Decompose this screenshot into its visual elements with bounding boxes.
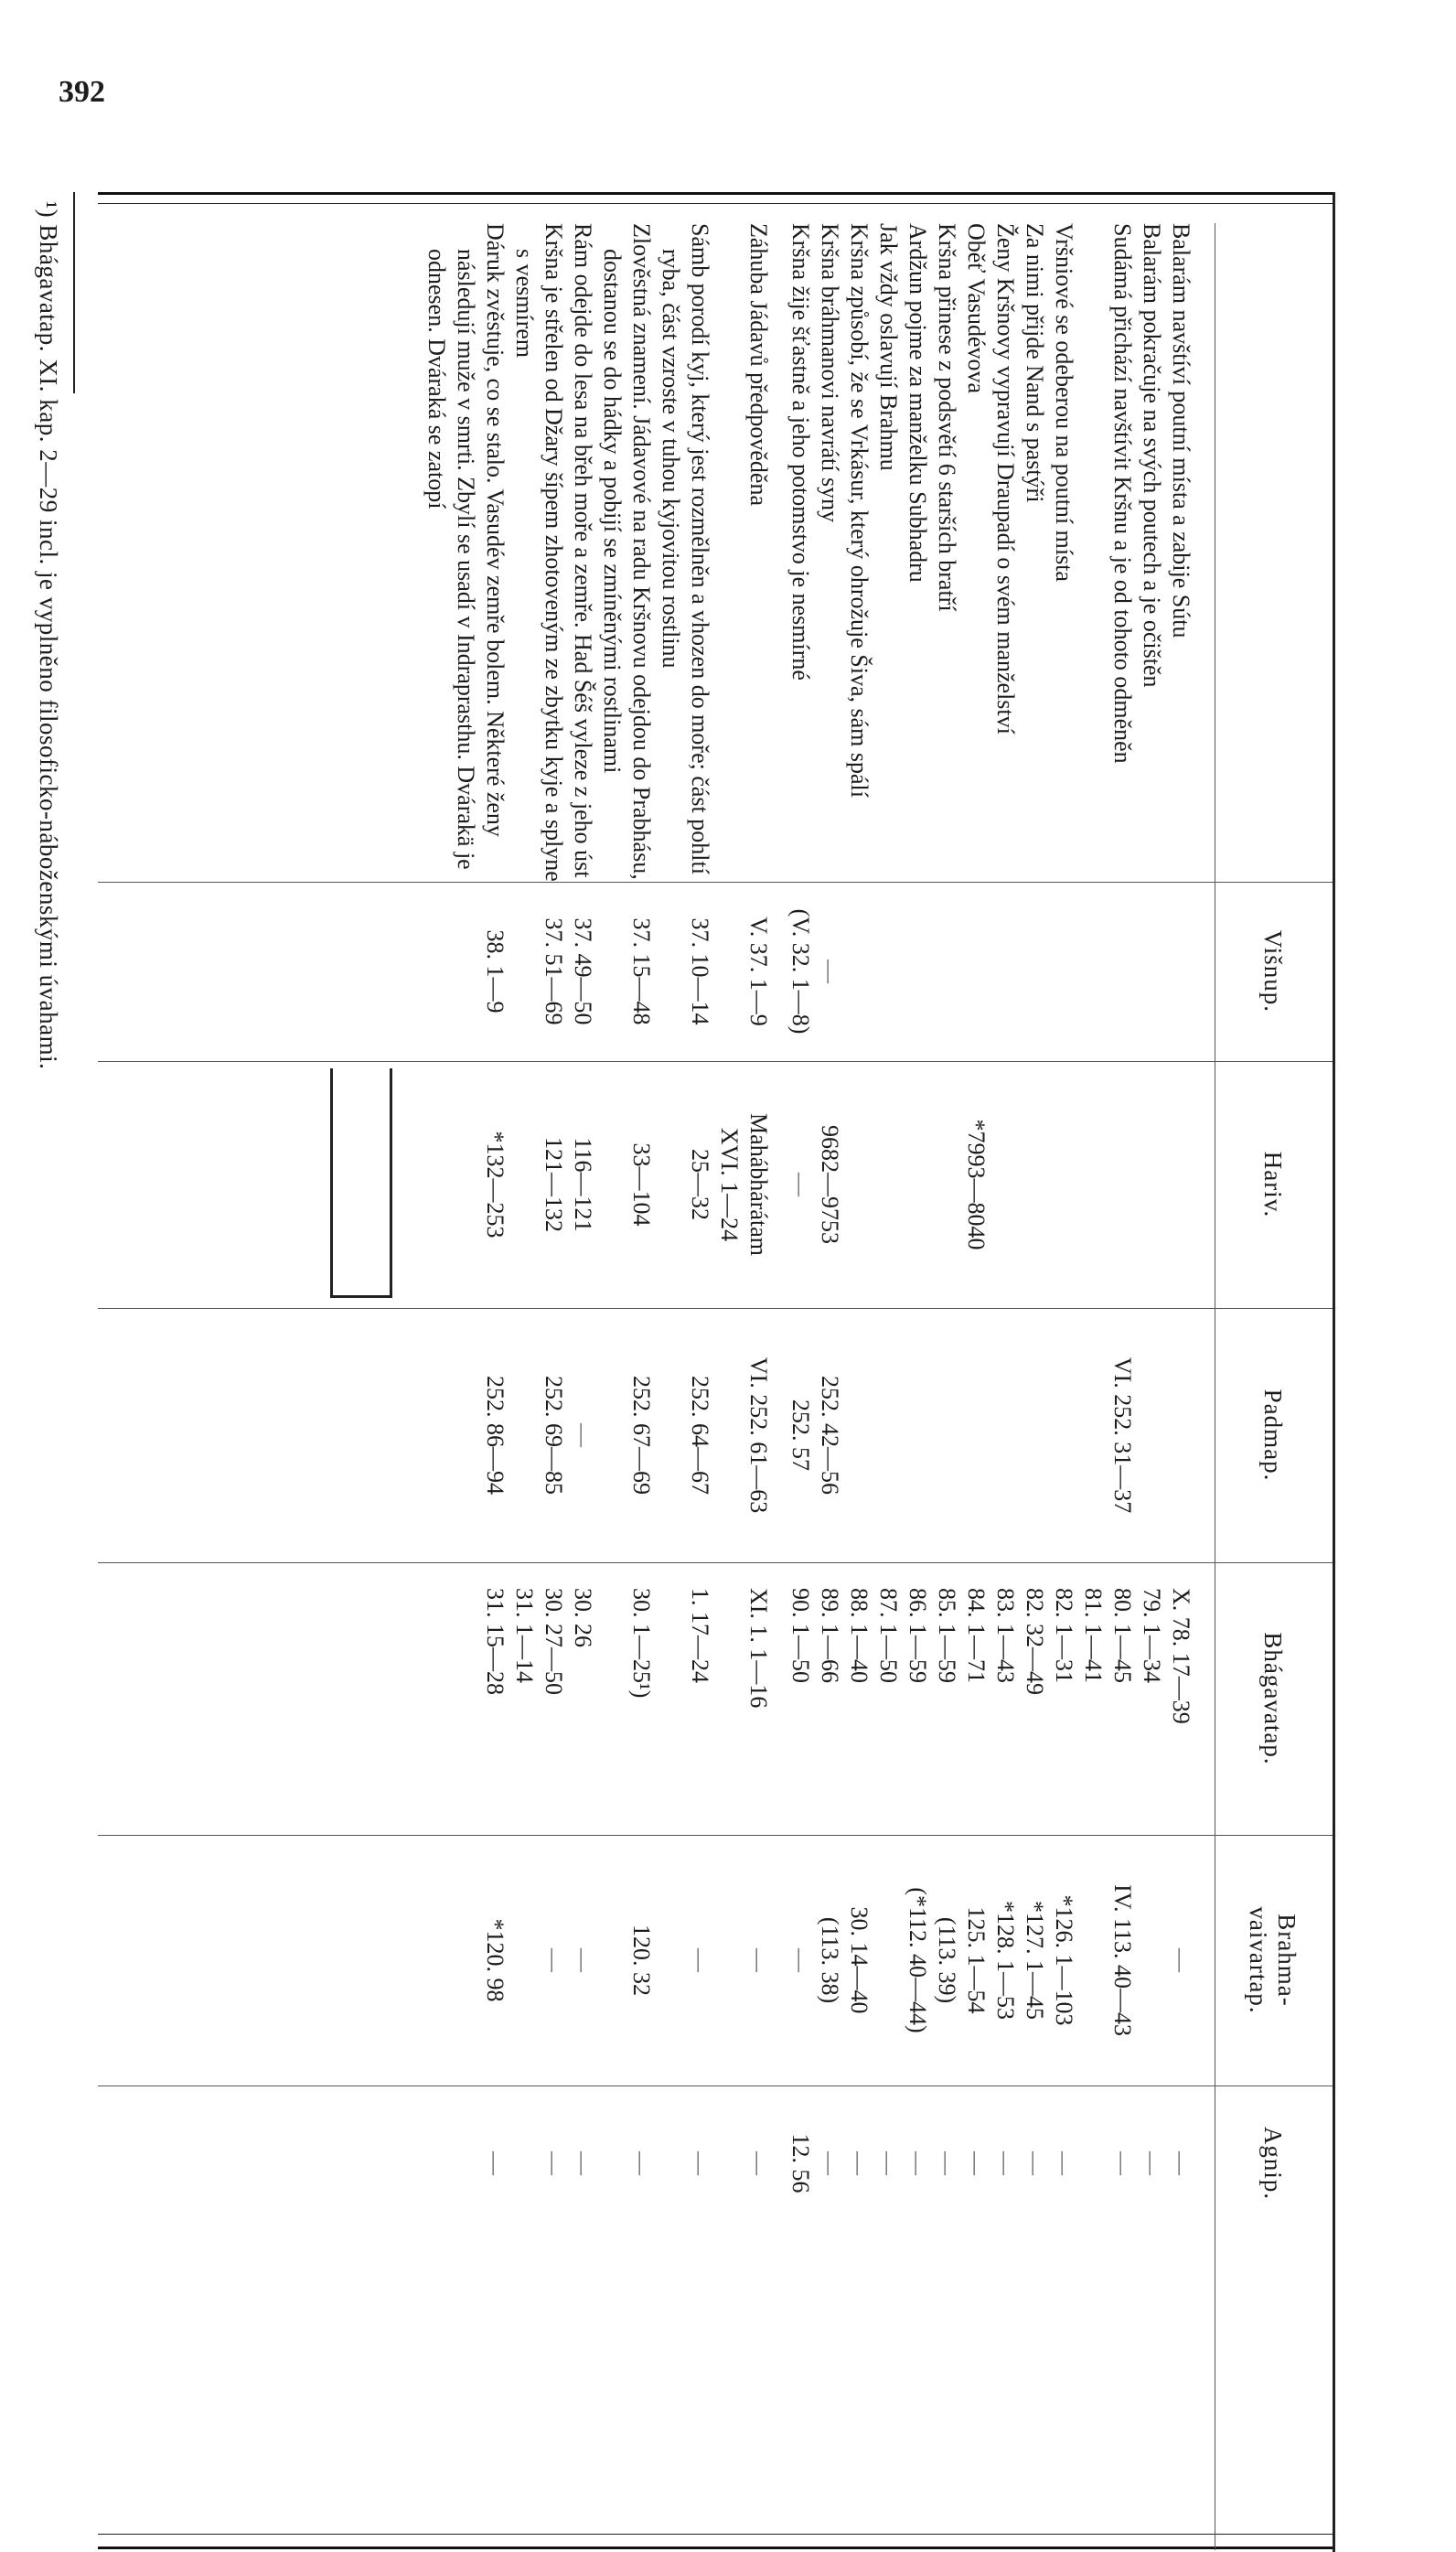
cell-value: 9682—9753	[817, 1125, 843, 1244]
cell-value: 81. 1—41	[1080, 1588, 1107, 1683]
cell-bhagavatap	[744, 1562, 773, 1835]
table-row	[714, 223, 773, 2550]
cell-brahmavaivartap	[932, 1835, 961, 2086]
rotated-table-page	[18, 192, 1335, 2552]
cell-padmap	[568, 1308, 597, 1562]
cell-value: 89. 1—66	[817, 1588, 843, 1683]
cell-value: 252. 42—56	[817, 1376, 843, 1495]
cell-value: —	[934, 2151, 960, 2175]
table-row	[422, 223, 509, 2550]
cell-value: —	[745, 2151, 772, 2175]
cell-value: *128. 1—53	[992, 1901, 1019, 2020]
table-row	[1078, 223, 1137, 2550]
cell-value: 252. 69—85	[541, 1376, 567, 1495]
cell-agnip	[1166, 2086, 1195, 2241]
cell-agnip	[539, 2086, 568, 2241]
table-row	[786, 223, 815, 2550]
cell-agnip	[844, 2086, 873, 2241]
cell-value: XI. 1. 1—16	[745, 1588, 772, 1709]
table-row	[815, 223, 844, 2550]
cell-description	[656, 223, 714, 882]
cell-visnup	[786, 882, 815, 1061]
cell-value: *7993—8040	[963, 1119, 990, 1250]
cell-agnip	[961, 2086, 990, 2241]
cell-hariv	[714, 1061, 773, 1308]
cell-value: (113. 39)	[934, 1916, 960, 2004]
table-row	[903, 223, 932, 2550]
footnote-rule	[73, 192, 75, 393]
description-text: Dáruk zvěstuje, co se stalo. Vasudév zemře bolem. Některé ženy následují muže v smrti. Zbylí se usadí v Indraprasthu. Dvárakä je odnesen. Dváraká se zatopí	[423, 223, 509, 870]
cell-hariv	[786, 1061, 815, 1308]
cell-value: 82. 32—49	[1022, 1588, 1048, 1695]
cell-hariv	[626, 1061, 656, 1308]
cell-brahmavaivartap	[1020, 1835, 1049, 2086]
description-text: Kršna je střelen od Džary šípem zhotoveným ze zbytku kyje a splyne s vesmírem	[511, 223, 567, 882]
cell-value: 82. 1—31	[1051, 1588, 1077, 1683]
cell-value: 80. 1—45	[1109, 1588, 1136, 1683]
cell-padmap	[744, 1308, 773, 1562]
cell-padmap	[626, 1308, 656, 1562]
cell-bhagavatap	[509, 1562, 568, 1835]
cell-value: —	[905, 2151, 931, 2175]
cell-value: 252. 86—94	[482, 1376, 509, 1495]
cell-description	[1020, 223, 1049, 882]
cell-bhagavatap	[903, 1562, 932, 1835]
row-group	[786, 223, 1195, 2550]
cell-value: 30. 26	[570, 1588, 596, 1647]
cell-padmap	[786, 1308, 815, 1562]
table-row	[932, 223, 961, 2550]
cell-value: V. 37. 1—9	[745, 917, 772, 1026]
cell-value: VI. 252. 61—63	[745, 1356, 772, 1514]
cell-agnip	[480, 2086, 509, 2241]
cell-bhagavatap	[1078, 1562, 1137, 1835]
cell-agnip	[626, 2086, 656, 2241]
cell-value: 121—132	[541, 1137, 567, 1232]
table-left-rule-inner	[98, 203, 1333, 204]
cell-value: 88. 1—40	[846, 1588, 873, 1683]
cell-brahmavaivartap	[961, 1835, 990, 2086]
cell-value: 12. 56	[787, 2133, 814, 2193]
cell-value: —	[1051, 2151, 1077, 2175]
cell-value: X. 78. 17—39	[1168, 1588, 1194, 1724]
cell-value: —	[846, 2151, 873, 2175]
table-row	[509, 223, 568, 2550]
cell-value: 120. 32	[628, 1925, 655, 1996]
cell-description	[509, 223, 568, 882]
cell-bhagavatap	[844, 1562, 873, 1835]
cell-bhagavatap	[961, 1562, 990, 1835]
cell-agnip	[903, 2086, 932, 2241]
description-text: Záhuba Jádavů předpověděna	[745, 223, 772, 506]
header-agnip: Agnip.	[1258, 2126, 1287, 2201]
header-visnup: Višnup.	[1258, 929, 1287, 1013]
table-left-rule	[98, 192, 1333, 195]
cell-value: 116—121	[570, 1137, 596, 1232]
cell-brahmavaivartap	[1166, 1835, 1195, 2086]
cell-value: —	[992, 2151, 1019, 2175]
cell-brahmavaivartap	[1049, 1835, 1078, 2086]
cell-value: —	[875, 2151, 902, 2175]
cell-visnup	[626, 882, 656, 1061]
cell-value: 37. 49—50	[570, 917, 596, 1025]
cell-value: 25—32	[687, 1149, 713, 1220]
table-row	[990, 223, 1020, 2550]
table-row	[1049, 223, 1078, 2550]
cell-bhagavatap	[990, 1562, 1020, 1835]
cell-value: 125. 1—54	[963, 1906, 990, 2014]
cell-value: 33—104	[628, 1142, 655, 1227]
cell-value: 31. 15—28	[482, 1588, 509, 1695]
table-body	[409, 223, 1195, 2550]
cell-agnip	[873, 2086, 903, 2241]
cell-value: —	[817, 960, 843, 983]
cell-value: 79. 1—34	[1139, 1588, 1165, 1683]
cell-agnip	[990, 2086, 1020, 2241]
cell-bhagavatap	[873, 1562, 903, 1835]
description-text: Jak vždy oslavují Brahmu	[875, 223, 902, 471]
cell-bhagavatap	[1049, 1562, 1078, 1835]
description-text: Ženy Kršnovy vypravují Draupadí o svém manželství	[992, 223, 1019, 735]
cell-brahmavaivartap	[626, 1835, 656, 2086]
table-row	[873, 223, 903, 2550]
cell-description	[744, 223, 773, 882]
cell-hariv	[568, 1061, 597, 1308]
cell-value: —	[541, 2151, 567, 2175]
cell-description	[1166, 223, 1195, 882]
cell-description	[990, 223, 1020, 882]
table-row	[1137, 223, 1166, 2550]
cell-brahmavaivartap	[480, 1835, 509, 2086]
cell-value: —	[570, 1423, 596, 1447]
cell-agnip	[1108, 2086, 1137, 2241]
cell-value: —	[1139, 2151, 1165, 2175]
table-row	[597, 223, 656, 2550]
cell-agnip	[786, 2086, 815, 2241]
cell-brahmavaivartap	[815, 1835, 844, 2086]
description-text: Vršniové se odeberou na poutní místa	[1051, 223, 1077, 582]
cell-value: —	[570, 2151, 596, 2175]
cell-value: 30. 1—25¹)	[628, 1588, 655, 1699]
cell-agnip	[744, 2086, 773, 2241]
cell-value: —	[628, 2151, 655, 2175]
cell-description	[1108, 223, 1137, 882]
cell-description	[815, 223, 844, 882]
cell-value: 252. 67—69	[628, 1376, 655, 1495]
cell-visnup	[744, 882, 773, 1061]
cell-value: 83. 1—43	[992, 1588, 1019, 1683]
cell-brahmavaivartap	[903, 1835, 932, 2086]
cell-bhagavatap	[568, 1562, 597, 1835]
description-text: Zlověstná znamení. Jádavové na radu Kršnovu odejdou do Prabhásu, dostanou se do hádky a pobijí se zmíněnými rostlinami	[599, 223, 655, 880]
table-row	[568, 223, 597, 2550]
description-text: Oběť Vasudévova	[963, 223, 990, 394]
row-group	[422, 223, 773, 2550]
description-text: Kršna způsobí, že se Vrkásur, který ohrožuje Šiva, sám spálí	[846, 223, 873, 798]
cell-value: 37. 51—69	[541, 917, 567, 1025]
cell-value: *120. 98	[482, 1918, 509, 2002]
cell-padmap	[1108, 1308, 1137, 1562]
cell-description	[961, 223, 990, 882]
cell-description	[903, 223, 932, 882]
cell-value: —	[687, 1948, 713, 1972]
description-text: Za nimi přijde Nand s pastýři	[1022, 223, 1048, 503]
mahabharatam-box	[330, 1068, 392, 1298]
description-text: Ardžun pojme za manželku Subhadru	[905, 223, 931, 583]
cell-value: *126. 1—103	[1051, 1894, 1077, 2026]
table-row	[844, 223, 873, 2550]
cell-value: 84. 1—71	[963, 1588, 990, 1683]
concordance-table	[98, 192, 1335, 2552]
cell-description	[568, 223, 597, 882]
cell-bhagavatap	[626, 1562, 656, 1835]
cell-value: (113. 38)	[817, 1916, 843, 2004]
cell-agnip	[685, 2086, 714, 2241]
cell-description	[873, 223, 903, 882]
cell-padmap	[815, 1308, 844, 1562]
cell-value: 252. 57	[787, 1399, 814, 1471]
cell-hariv	[539, 1061, 568, 1308]
cell-value: —	[1109, 2151, 1136, 2175]
cell-brahmavaivartap	[1108, 1835, 1137, 2086]
cell-value: VI. 252. 31—37	[1109, 1356, 1136, 1514]
cell-description	[422, 223, 509, 882]
cell-value: XVI. 1—24	[716, 1127, 743, 1242]
cell-bhagavatap	[1166, 1562, 1195, 1835]
cell-description	[1049, 223, 1078, 882]
description-text: Balarám pokračuje na svých poutech a je očištěn	[1139, 223, 1165, 688]
cell-agnip	[1020, 2086, 1049, 2241]
cell-padmap	[685, 1308, 714, 1562]
cell-agnip	[1137, 2086, 1166, 2241]
cell-value: —	[570, 1948, 596, 1972]
cell-padmap	[539, 1308, 568, 1562]
cell-visnup	[480, 882, 509, 1061]
header-brahmavaivartap: Brahma-vaivartap.	[1245, 1906, 1301, 2014]
cell-visnup	[568, 882, 597, 1061]
cell-value: (*112. 40—44)	[905, 1887, 931, 2033]
cell-description	[844, 223, 873, 882]
cell-hariv	[815, 1061, 844, 1308]
cell-hariv	[685, 1061, 714, 1308]
header-padmap: Padmap.	[1258, 1389, 1287, 1482]
cell-value: —	[817, 2151, 843, 2175]
table-row	[656, 223, 714, 2550]
cell-description	[1137, 223, 1166, 882]
cell-value: —	[787, 1173, 814, 1196]
cell-value: —	[541, 1948, 567, 1972]
cell-value: —	[1168, 2151, 1194, 2175]
cell-value: 90. 1—50	[787, 1588, 814, 1683]
cell-value: IV. 113. 40—43	[1109, 1883, 1136, 2037]
cell-brahmavaivartap	[990, 1835, 1020, 2086]
cell-agnip	[815, 2086, 844, 2241]
cell-agnip	[932, 2086, 961, 2241]
cell-value: *127. 1—45	[1022, 1901, 1048, 2020]
description-text: Kršna žije šťastně a jeho potomstvo je nesmírné	[787, 223, 814, 681]
cell-brahmavaivartap	[844, 1835, 873, 2086]
cell-value: —	[745, 1948, 772, 1972]
cell-description	[786, 223, 815, 882]
cell-description	[597, 223, 656, 882]
cell-agnip	[1049, 2086, 1078, 2241]
cell-value: 31. 1—14	[511, 1588, 538, 1683]
cell-value: —	[963, 2151, 990, 2175]
header-bhagavatap: Bhágavatap.	[1258, 1632, 1287, 1765]
header-hariv: Hariv.	[1258, 1151, 1287, 1218]
description-text: Sámb porodí kyj, který jest rozmělněn a vhozen do moře; část pohltí ryba, část vzroste v tuhou kyjovitou rostlinu	[658, 223, 713, 874]
cell-visnup	[815, 882, 844, 1061]
cell-brahmavaivartap	[744, 1835, 773, 2086]
cell-bhagavatap	[685, 1562, 714, 1835]
cell-value: 252. 64—67	[687, 1376, 713, 1495]
cell-value: —	[482, 2151, 509, 2175]
cell-value: 38. 1—9	[482, 929, 509, 1013]
cell-value: —	[1022, 2151, 1048, 2175]
description-text: Kršna bráhmanovi navrátí syny	[817, 223, 843, 523]
cell-value: —	[1168, 1948, 1194, 1972]
cell-description	[932, 223, 961, 882]
cell-value: 1. 17—24	[687, 1588, 713, 1683]
cell-visnup	[685, 882, 714, 1061]
description-text: Kršna přinese z podsvětí 6 starších bratří	[934, 223, 960, 612]
cell-value: Mahábhárátam	[745, 1113, 772, 1256]
cell-padmap	[480, 1308, 509, 1562]
footnote: ¹) Bhágavatap. XI. kap. 2—29 incl. je vyplněno filosoficko-náboženskými úvahami.	[35, 201, 62, 1070]
cell-value: 30. 27—50	[541, 1588, 567, 1695]
cell-bhagavatap	[932, 1562, 961, 1835]
cell-value: 37. 10—14	[687, 917, 713, 1025]
cell-value: —	[787, 1948, 814, 1972]
table-row	[1166, 223, 1195, 2550]
cell-brahmavaivartap	[568, 1835, 597, 2086]
table-row	[1020, 223, 1049, 2550]
description-text: Balarám navštíví poutní místa a zabije Sútu	[1168, 223, 1194, 638]
table-row	[961, 223, 990, 2550]
description-text: Rám odejde do lesa na břeh moře a zemře. Had Šéš vyleze z jeho úst	[570, 223, 596, 878]
cell-agnip	[568, 2086, 597, 2241]
cell-value: (V. 32. 1—8)	[787, 908, 814, 1035]
cell-bhagavatap	[480, 1562, 509, 1835]
cell-bhagavatap	[786, 1562, 815, 1835]
cell-hariv	[961, 1061, 990, 1308]
page-number: 392	[59, 75, 105, 109]
cell-bhagavatap	[1137, 1562, 1166, 1835]
cell-value: 86. 1—59	[905, 1588, 931, 1683]
cell-brahmavaivartap	[539, 1835, 568, 2086]
cell-value: 85. 1—59	[934, 1588, 960, 1683]
cell-value: *132—253	[482, 1131, 509, 1238]
cell-brahmavaivartap	[685, 1835, 714, 2086]
cell-value: 30. 14—40	[846, 1906, 873, 2014]
cell-value: —	[687, 2151, 713, 2175]
cell-brahmavaivartap	[786, 1835, 815, 2086]
cell-value: 87. 1—50	[875, 1588, 902, 1683]
cell-bhagavatap	[1020, 1562, 1049, 1835]
cell-visnup	[539, 882, 568, 1061]
cell-bhagavatap	[815, 1562, 844, 1835]
cell-value: 37. 15—48	[628, 917, 655, 1025]
description-text: Sudámá přichází navštívit Kršnu a je od tohoto odměněn	[1109, 223, 1136, 764]
cell-hariv	[480, 1061, 509, 1308]
